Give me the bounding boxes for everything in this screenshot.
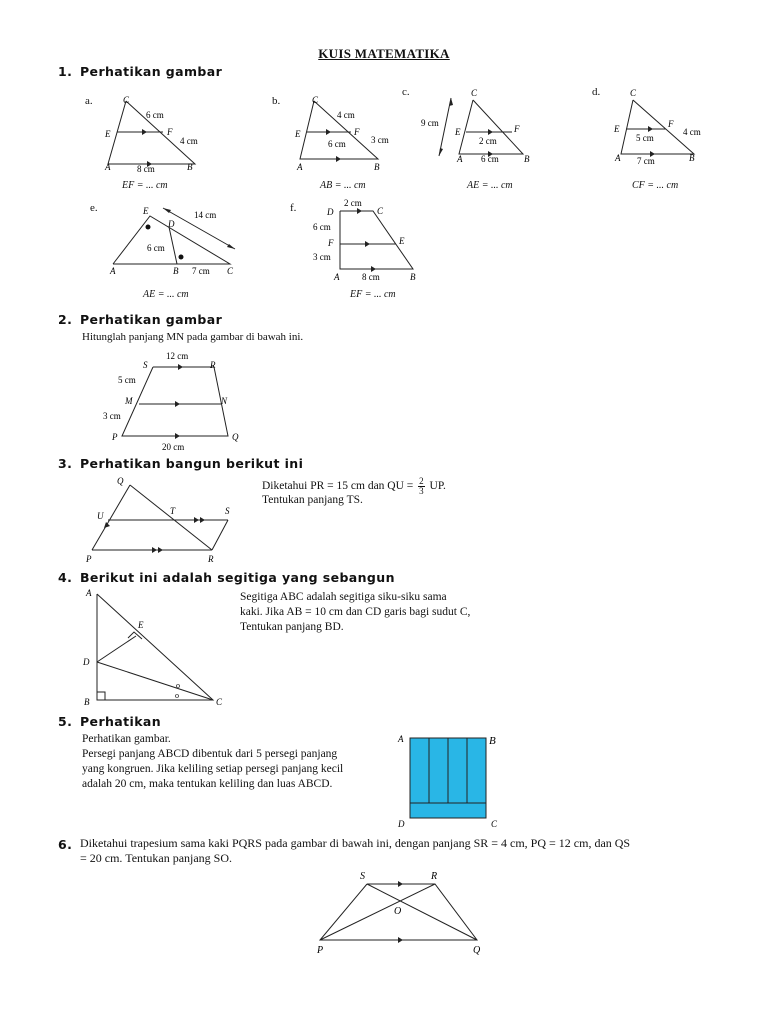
fig-e-caption: AE = ... cm xyxy=(143,289,189,300)
q3-frac-num: 2 xyxy=(419,476,424,486)
q2-v-R: R xyxy=(210,360,216,370)
q6-v-S: S xyxy=(360,871,365,882)
q4-v-D: D xyxy=(83,657,90,667)
q3-v-T: T xyxy=(170,506,176,516)
q3-heading: Perhatikan bangun berikut ini xyxy=(80,456,304,471)
fig-b-m-1: 4 cm xyxy=(337,110,355,120)
fig-c-label: c. xyxy=(402,86,410,98)
fig-a-v-A: A xyxy=(105,162,111,172)
fig-d-m-1: 4 cm xyxy=(683,127,701,137)
fig-b-v-F: F xyxy=(354,127,360,137)
q2-m-2: 5 cm xyxy=(118,375,136,385)
q6-v-O: O xyxy=(394,906,402,917)
q3-line1: Diketahui PR = 15 cm dan QU = $\frac{2}{3}$ UP. xyxy=(262,476,446,496)
fig-b-v-C: C xyxy=(312,95,319,105)
fig-d-v-F: F xyxy=(668,119,674,129)
fig-d-v-C: C xyxy=(630,88,637,98)
q4-number: 4. xyxy=(58,570,73,585)
q6-v-R: R xyxy=(431,871,438,882)
fig-e-label: e. xyxy=(90,202,98,214)
fig-d-m-2: 5 cm xyxy=(636,133,654,143)
fig-a-v-E: E xyxy=(105,129,111,139)
fig-e-v-C: C xyxy=(227,266,234,276)
fig-f-label: f. xyxy=(290,202,297,214)
fig-f-v-F: F xyxy=(328,238,334,248)
fig-e-v-A: A xyxy=(110,266,116,276)
fig-a-v-F: F xyxy=(167,127,173,137)
fig-c-v-B: B xyxy=(524,154,530,164)
q4-angle-mark-2: o xyxy=(175,691,179,700)
fig-e-m-1: 14 cm xyxy=(194,210,217,220)
q2-heading: Perhatikan gambar xyxy=(80,312,223,327)
q5-para-1: Perhatikan gambar. xyxy=(82,733,171,745)
q4-figure xyxy=(80,586,240,714)
fig-b-v-E: E xyxy=(295,129,301,139)
fig-e-v-B: B xyxy=(173,266,179,276)
q6-v-Q: Q xyxy=(473,945,481,956)
q5-v-D: D xyxy=(398,819,405,829)
q4-v-E: E xyxy=(138,620,144,630)
q4-angle-mark-1: o xyxy=(176,681,180,690)
figure-c xyxy=(415,86,545,172)
fig-e-v-D: D xyxy=(168,219,175,229)
q6-number: 6. xyxy=(58,837,73,852)
q4-para-3: Tentukan panjang BD. xyxy=(240,621,344,633)
q6-line1: Diketahui trapesium sama kaki PQRS pada gambar di bawah ini, dengan panjang SR = 4 cm, PQ = 12 cm, dan QS xyxy=(80,836,631,850)
q3-frac-den: 3 xyxy=(419,486,424,496)
q5-v-C: C xyxy=(491,819,498,829)
fig-d-v-E: E xyxy=(614,124,620,134)
q4-v-A: A xyxy=(86,588,92,598)
q2-v-S: S xyxy=(143,360,148,370)
fig-a-v-C: C xyxy=(123,95,130,105)
fig-f-m-3: 3 cm xyxy=(313,252,331,262)
q3-v-P: P xyxy=(86,554,92,564)
fig-f-m-2: 6 cm xyxy=(313,222,331,232)
q4-v-C: C xyxy=(216,697,223,707)
q2-m-1: 12 cm xyxy=(166,351,189,361)
figure-a xyxy=(100,92,220,172)
fig-e-m-2: 6 cm xyxy=(147,243,165,253)
q2-figure xyxy=(100,348,260,456)
q3-number: 3. xyxy=(58,456,73,471)
fig-f-v-E: E xyxy=(399,236,405,246)
q5-heading: Perhatikan xyxy=(80,714,162,729)
fig-d-v-B: B xyxy=(689,153,695,163)
q4-v-B: B xyxy=(84,697,90,707)
q5-para-2: Persegi panjang ABCD dibentuk dari 5 persegi panjang xyxy=(82,748,338,760)
q2-m-4: 20 cm xyxy=(162,442,185,452)
fig-e-v-E: E xyxy=(143,206,149,216)
fig-a-v-B: B xyxy=(187,162,193,172)
fig-a-label: a. xyxy=(85,95,93,107)
q3-v-S: S xyxy=(225,506,230,516)
q3-v-Q: Q xyxy=(117,476,124,486)
fig-a-caption: EF = ... cm xyxy=(122,180,168,191)
q5-para-4: adalah 20 cm, maka tentukan keliling dan luas ABCD. xyxy=(82,778,333,790)
fig-c-v-E: E xyxy=(455,127,461,137)
q5-number: 5. xyxy=(58,714,73,729)
fig-f-caption: EF = ... cm xyxy=(350,289,396,300)
fig-a-m-2: 4 cm xyxy=(180,136,198,146)
fig-c-m-2: 2 cm xyxy=(479,136,497,146)
page-title: KUIS MATEMATIKA xyxy=(318,46,450,61)
fig-f-v-C: C xyxy=(377,206,384,216)
q2-v-N: N xyxy=(221,396,228,406)
q2-v-M: M xyxy=(125,396,133,406)
q5-para-3: yang kongruen. Jika keliling setiap persegi panjang kecil xyxy=(82,763,344,775)
fig-c-v-F: F xyxy=(514,124,520,134)
q6-line2: = 20 cm. Tentukan panjang SO. xyxy=(80,851,233,865)
q3-figure xyxy=(80,474,250,566)
q1-number: 1. xyxy=(58,64,73,79)
fig-e-m-3: 7 cm xyxy=(192,266,210,276)
q1-heading: Perhatikan gambar xyxy=(80,64,223,79)
fig-b-v-A: A xyxy=(297,162,303,172)
figure-e xyxy=(105,200,245,280)
fig-d-v-A: A xyxy=(615,153,621,163)
fig-a-m-1: 6 cm xyxy=(146,110,164,120)
fig-c-m-1: 9 cm xyxy=(421,118,439,128)
q5-v-A: A xyxy=(398,734,404,744)
fig-c-caption: AE = ... cm xyxy=(467,180,513,191)
q5-figure xyxy=(395,728,505,832)
fig-d-caption: CF = ... cm xyxy=(632,180,679,191)
q4-para-2: kaki. Jika AB = 10 cm dan CD garis bagi sudut C, xyxy=(240,606,471,618)
fig-a-m-3: 8 cm xyxy=(137,164,155,172)
q4-heading: Berikut ini adalah segitiga yang sebangun xyxy=(80,570,395,585)
fig-f-v-A: A xyxy=(334,272,340,282)
q2-v-Q: Q xyxy=(232,432,239,442)
q3-v-U: U xyxy=(97,511,104,521)
q3-v-R: R xyxy=(208,554,214,564)
figure-f xyxy=(305,196,430,284)
fig-b-m-2: 6 cm xyxy=(328,139,346,149)
q2-subtext: Hitunglah panjang MN pada gambar di bawah ini. xyxy=(82,331,304,343)
fig-b-caption: AB = ... cm xyxy=(320,180,366,191)
fig-b-v-B: B xyxy=(374,162,380,172)
fig-c-m-3: 6 cm xyxy=(481,154,499,164)
fig-f-v-D: D xyxy=(327,207,334,217)
q6-figure xyxy=(305,864,495,960)
figure-d xyxy=(606,86,716,172)
fig-b-label: b. xyxy=(272,95,281,107)
q3-line2: Tentukan panjang TS. xyxy=(262,494,363,506)
q5-v-B: B xyxy=(489,735,496,747)
fig-d-m-3: 7 cm xyxy=(637,156,655,166)
q2-number: 2. xyxy=(58,312,73,327)
q4-para-1: Segitiga ABC adalah segitiga siku-siku sama xyxy=(240,591,447,603)
q2-m-3: 3 cm xyxy=(103,411,121,421)
fig-d-label: d. xyxy=(592,86,601,98)
fig-c-v-C: C xyxy=(471,88,478,98)
fig-b-m-3: 3 cm xyxy=(371,135,389,145)
q2-v-P: P xyxy=(112,432,118,442)
fig-f-m-1: 2 cm xyxy=(344,198,362,208)
q6-v-P: P xyxy=(317,945,324,956)
fig-f-m-4: 8 cm xyxy=(362,272,380,282)
figure-b xyxy=(288,92,408,172)
fig-c-v-A: A xyxy=(457,154,463,164)
fig-f-v-B: B xyxy=(410,272,416,282)
